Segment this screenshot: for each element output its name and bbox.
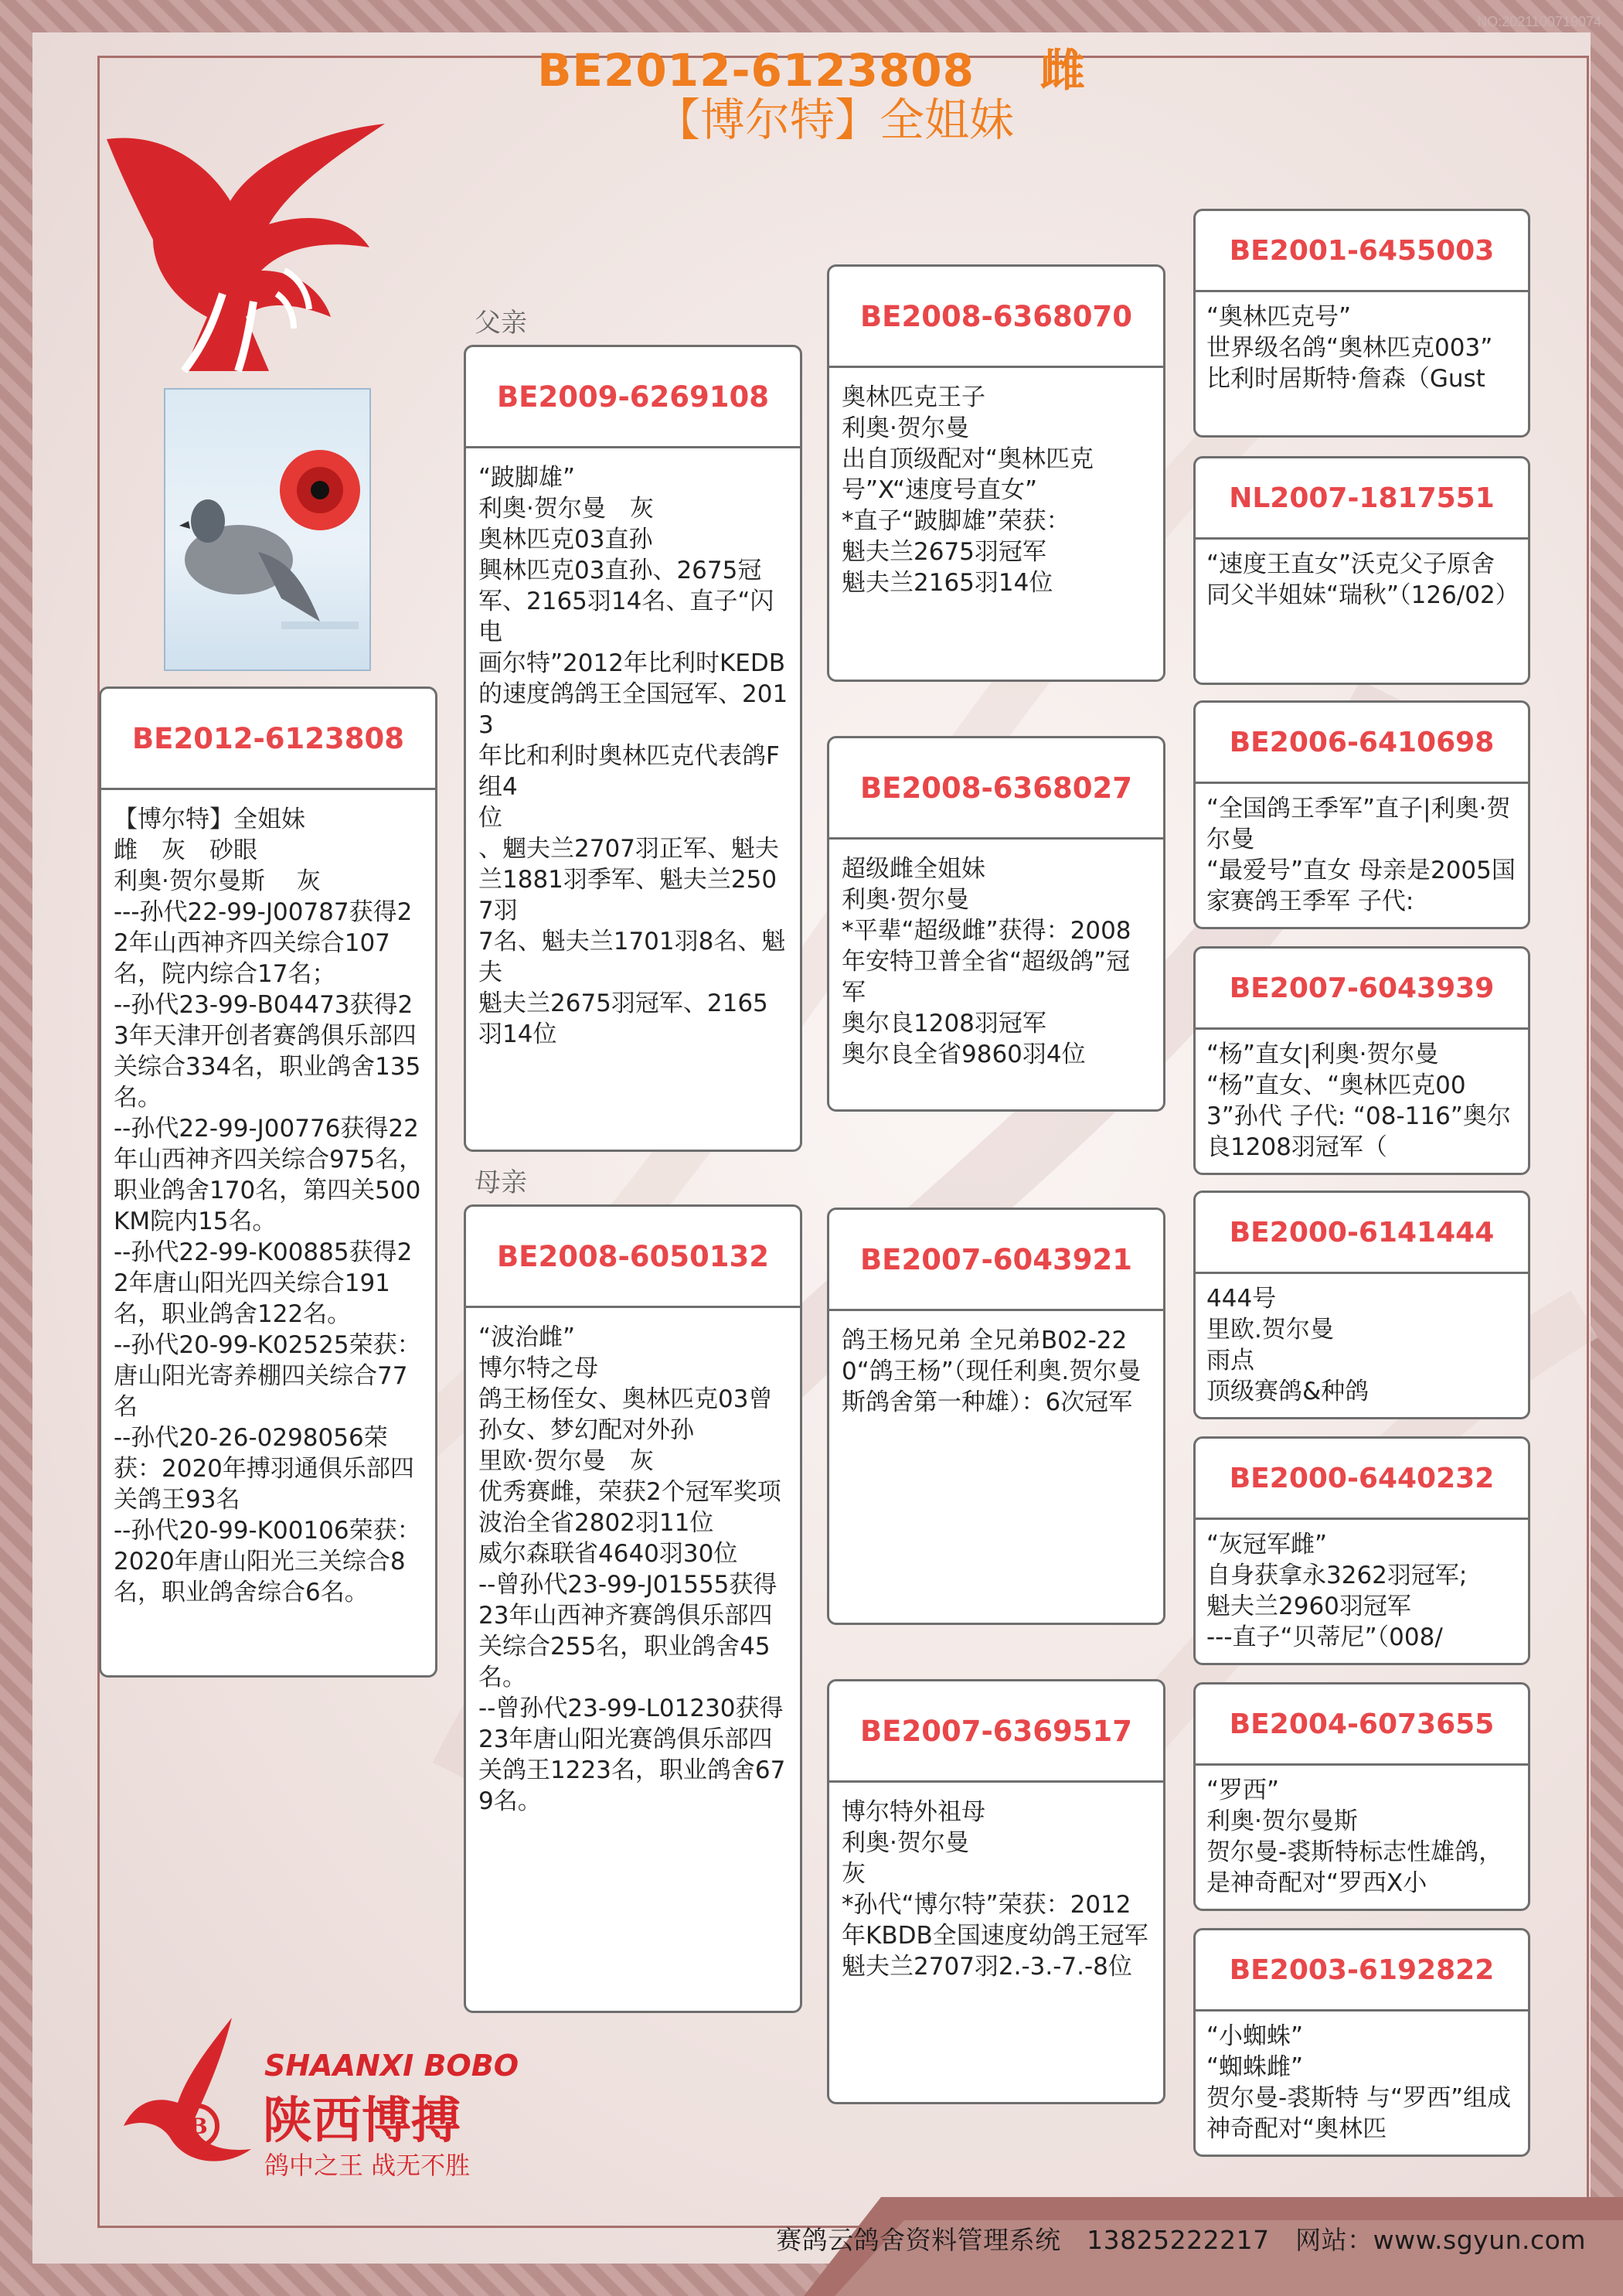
brand-name-cn: 陕西博搏 — [263, 2093, 461, 2150]
pigeon-photo — [164, 388, 371, 671]
grandparent-details: 鸽王杨兄弟 全兄弟B02-220“鸽王杨”（现任利奥.贺尔曼斯鸽舍第一种雄）：6次冠军 — [842, 1327, 1142, 1416]
great-grandparent-ring: BE2004-6073655 — [1196, 1685, 1528, 1766]
pigeon-icon — [165, 390, 371, 671]
brand-name-en: SHAANXI BOBO — [264, 2049, 519, 2083]
great-grandparent-details: “速度王直女”沃克父子原舍 同父半姐妹“瑞秋”（126/02） — [1206, 550, 1519, 609]
title-sex: 雌 — [1039, 44, 1086, 97]
grandparent-details: 超级雌全姐妹 利奥·贺尔曼 *平辈“超级雌”获得：2008年安特卫普全省“超级鸽”冠军 奥尔良1208羽冠军 奥尔良全省9860羽4位 — [842, 855, 1131, 1068]
great-grandparent-card — [1193, 1928, 1530, 2157]
subject-ring: BE2012-6123808 — [101, 689, 435, 790]
great-grandparent-card — [1193, 456, 1530, 685]
great-grandparent-ring: BE2000-6440232 — [1196, 1439, 1528, 1520]
father-details: “跛脚雄” 利奥·贺尔曼 灰 奥林匹克03直孙 興林匹克03直孙、2675冠军、2165羽14名、直子“闪电 画尔特”2012年比利时KEDB 的速度鸽鸽王全国冠军、2013 年比和利时奥林匹克代表鸽F组4 位 、魍夫兰2707羽正军、魁夫 兰1881羽季军、魁夫兰2507羽 7名、魁夫兰1701羽8名、魁夫 魁夫兰2675羽冠军、2165羽14位 — [478, 464, 788, 1048]
great-grandparent-details: 444号 里欧.贺尔曼 雨点 顶级赛鸽&种鸽 — [1206, 1285, 1370, 1405]
mother-details: “波治雌” 博尔特之母 鸽王杨侄女、奥林匹克03曾孙女、梦幻配对外孙 里欧·贺尔曼 灰 优秀赛雌，荣获2个冠军奖项 波治全省2802羽11位 威尔森联省4640羽30位 --曾孙代23-99-J01555获得23年山西神齐赛鸽俱乐部四关综合255名，职业鸽舍45名。 --曾孙代23-99-L01230获得23年唐山阳光赛鸽俱乐部四关鸽王1223名，职业鸽舍679名。 — [478, 1323, 786, 1815]
document-number: NO:2021100719074 — [1477, 14, 1601, 29]
grandparent-ring: BE2007-6369517 — [829, 1681, 1163, 1783]
great-grandparent-ring: BE2000-6141444 — [1196, 1193, 1528, 1274]
great-grandparent-details: “奥林匹克号” 世界级名鸽“奥林匹克003” 比利时居斯特·詹森（Gust — [1206, 303, 1493, 393]
subject-details: 【博尔特】全姐妹 雌 灰 砂眼 利奥·贺尔曼斯 灰 ---孙代22-99-J00787获得22年山西神齐四关综合107名，院内综合17名； --孙代23-99-B04473获得23年天津开创者赛鸽俱乐部四关综合334名，职业鸽舍135名。 --孙代22-99-J00776获得22年山西神齐四关综合975名，职业鸽舍170名，第四关500KM院内15名。 --孙代22-99-K00885获得22年唐山阳光四关综合191名，职业鸽舍122名。 --孙代20-99-K02525荣获：唐山阳光寄养棚四关综合77名 --孙代20-26-0298056荣获：2020年搏羽通俱乐部四关鸽王93名 --孙代20-99-K00106荣获：2020年唐山阳光三关综合8名，职业鸽舍综合6名。 — [114, 806, 424, 1606]
great-grandparent-details: “小蜘蛛” “蜘蛛雌” 贺尔曼-裘斯特 与“罗西”组成神奇配对“奥林匹 — [1206, 2022, 1512, 2143]
great-grandparent-details: “罗西” 利奥·贺尔曼斯 贺尔曼-裘斯特标志性雄鸽，是神奇配对“罗西X小 — [1206, 1777, 1503, 1897]
great-grandparent-ring: BE2003-6192822 — [1196, 1930, 1528, 2012]
grandparent-ring: BE2007-6043921 — [829, 1210, 1163, 1311]
great-grandparent-card — [1193, 1436, 1530, 1665]
mother-label: 母亲 — [475, 1167, 527, 1198]
great-grandparent-ring: BE2006-6410698 — [1196, 703, 1528, 784]
mother-ring: BE2008-6050132 — [466, 1207, 800, 1308]
father-ring: BE2009-6269108 — [466, 347, 800, 448]
great-grandparent-details: “杨”直女|利奥·贺尔曼 “杨”直女、“奥林匹克003”孙代 子代: “08-116”奥尔良1208羽冠军（ — [1206, 1041, 1511, 1161]
grandparent-details: 博尔特外祖母 利奥·贺尔曼 灰 *孙代“博尔特”荣获：2012年KBDB全国速度幼鸽王冠军 魁夫兰2707羽2.-3.-7.-8位 — [842, 1798, 1148, 1981]
phoenix-logo-icon — [91, 116, 400, 394]
great-grandparent-details: “灰冠军雌” 自身获拿永3262羽冠军; 魁夫兰2960羽冠军 ---直子“贝蒂尼”（008/ — [1206, 1531, 1468, 1651]
grandparent-card — [827, 736, 1165, 1112]
brand-slogan: 鸽中之王 战无不胜 — [264, 2151, 471, 2180]
footer-contact: 赛鸽云鸽舍资料管理系统 13825222217 网站：www.sgyun.com — [776, 2225, 1586, 2255]
great-grandparent-ring: NL2007-1817551 — [1196, 458, 1528, 540]
great-grandparent-card — [1193, 209, 1530, 438]
great-grandparent-card — [1193, 946, 1530, 1175]
svg-text:B: B — [189, 2114, 208, 2139]
grandparent-details: 奥林匹克王子 利奥·贺尔曼 出自顶级配对“奥林匹克号”X“速度号直女” *直子“跛脚雄”荣获： 魁夫兰2675羽冠军 魁夫兰2165羽14位 — [842, 383, 1094, 597]
great-grandparent-ring: BE2001-6455003 — [1196, 211, 1528, 292]
grandparent-ring: BE2008-6368070 — [829, 267, 1163, 368]
brand-bird-icon — [116, 2010, 263, 2172]
subject-card — [99, 686, 437, 1678]
page-subtitle: 【博尔特】全姐妹 — [655, 94, 1014, 146]
grandparent-ring: BE2008-6368027 — [829, 738, 1163, 840]
great-grandparent-details: “全国鸽王季军”直子|利奥·贺尔曼 “最爱号”直女 母亲是2005国家赛鸽王季军 子代: — [1206, 795, 1516, 915]
father-label: 父亲 — [475, 308, 527, 339]
title-ring: BE2012-6123808 — [537, 44, 975, 97]
grandparent-card — [827, 1679, 1165, 2104]
great-grandparent-ring: BE2007-6043939 — [1196, 949, 1528, 1030]
great-grandparent-card — [1193, 1191, 1530, 1419]
great-grandparent-card — [1193, 1682, 1530, 1911]
mother-card — [464, 1204, 802, 2013]
grandparent-card — [827, 1208, 1165, 1625]
grandparent-card — [827, 264, 1165, 682]
great-grandparent-card — [1193, 700, 1530, 929]
father-card — [464, 345, 802, 1152]
